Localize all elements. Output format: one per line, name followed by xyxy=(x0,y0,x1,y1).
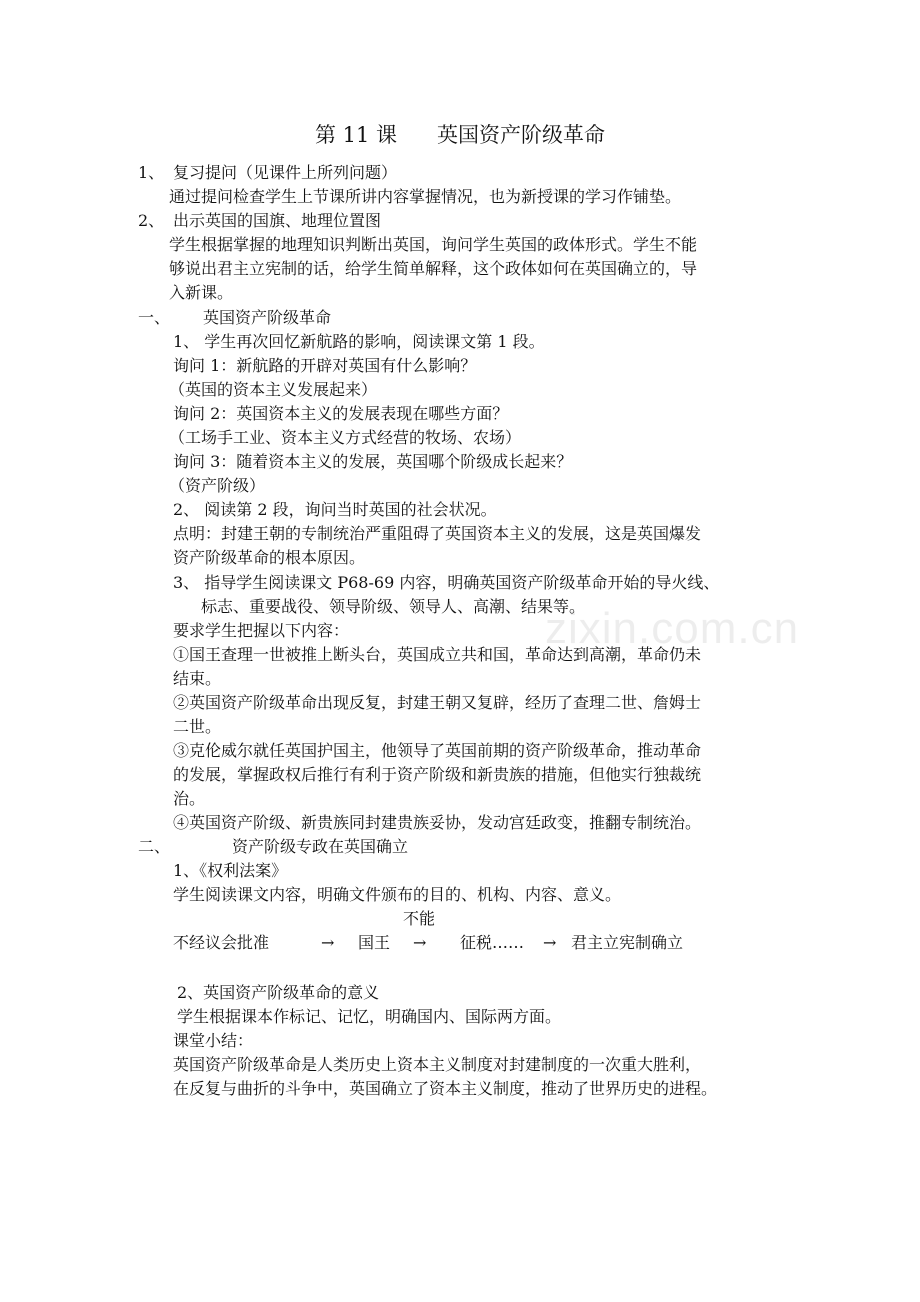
paragraph: 3、 指导学生阅读课文 P68-69 内容，明确英国资产阶级革命开始的导火线、 xyxy=(173,573,720,592)
paragraph: 资产阶级革命的根本原因。 xyxy=(173,548,366,567)
paragraph: 学生阅读课文内容，明确文件颁布的目的、机构、内容、意义。 xyxy=(173,885,622,904)
point: 的发展，掌握政权后推行有利于资产阶级和新贵族的措施，但他实行独裁统 xyxy=(173,765,702,784)
question: 询问 1：新航路的开辟对英国有什么影响？ xyxy=(173,356,477,375)
summary-line: 在反复与曲折的斗争中，英国确立了资本主义制度，推动了世界历史的进程。 xyxy=(173,1079,718,1098)
paragraph: 要求学生把握以下内容： xyxy=(173,621,350,640)
paragraph: 标志、重要战役、领导阶级、领导人、高潮、结果等。 xyxy=(201,597,586,616)
item-number: 2、 xyxy=(138,211,165,230)
watermark: zixin.com.cn xyxy=(545,604,800,653)
summary-line: 英国资产阶级革命是人类历史上资本主义制度对封建制度的一次重大胜利， xyxy=(173,1055,702,1074)
review-heading: 复习提问（见课件上所列问题） xyxy=(173,163,398,182)
section-number: 二、 xyxy=(138,837,171,856)
point: ②英国资产阶级革命出现反复，封建王朝又复辟，经历了查理二世、詹姆士 xyxy=(173,693,702,712)
point: ④英国资产阶级、新贵族同封建贵族妥协，发动宫廷政变，推翻专制统治。 xyxy=(173,813,702,832)
point: ①国王查理一世被推上断头台，英国成立共和国，革命达到高潮，革命仍未 xyxy=(173,645,702,664)
point: 结束。 xyxy=(173,669,222,688)
paragraph: 2、 阅读第 2 段，询问当时英国的社会状况。 xyxy=(173,500,497,519)
point: ③克伦威尔就任英国护国主，他领导了英国前期的资产阶级革命，推动革命 xyxy=(173,741,702,760)
intro-heading: 出示英国的国旗、地理位置图 xyxy=(173,211,382,230)
item-number: 1、 xyxy=(138,163,165,182)
arrow-icon: → xyxy=(543,933,557,952)
arrow-icon: → xyxy=(321,933,335,952)
arrow-icon: → xyxy=(413,933,427,952)
question: 询问 2：英国资本主义的发展表现在哪些方面？ xyxy=(173,404,509,423)
flow-step: 不经议会批准 xyxy=(173,933,270,952)
review-text: 通过提问检查学生上节课所讲内容掌握情况，也为新授课的学习作铺垫。 xyxy=(169,187,682,206)
paragraph: 1、 学生再次回忆新航路的影响，阅读课文第 1 段。 xyxy=(173,332,545,351)
answer: （英国的资本主义发展起来） xyxy=(169,380,378,399)
flow-step: 征税…… xyxy=(460,933,525,952)
question: 询问 3：随着资本主义的发展，英国哪个阶级成长起来？ xyxy=(173,452,573,471)
section-number: 一、 xyxy=(138,308,171,327)
lesson-title: 第 11 课 英国资产阶级革命 xyxy=(314,123,606,147)
intro-line: 入新课。 xyxy=(169,283,234,302)
paragraph: 学生根据课本作标记、记忆，明确国内、国际两方面。 xyxy=(177,1007,562,1026)
paragraph: 1、《权利法案》 xyxy=(173,861,288,880)
section-heading: 英国资产阶级革命 xyxy=(203,308,332,327)
point: 二世。 xyxy=(173,717,222,736)
point: 治。 xyxy=(173,789,206,808)
answer: （工场手工业、资本主义方式经营的牧场、农场） xyxy=(169,428,522,447)
intro-line: 学生根据掌握的地理知识判断出英国，询问学生英国的政体形式。学生不能 xyxy=(169,235,698,254)
answer: （资产阶级） xyxy=(169,476,266,495)
flow-label-above: 不能 xyxy=(403,909,436,928)
paragraph: 2、英国资产阶级革命的意义 xyxy=(177,983,380,1002)
summary-heading: 课堂小结： xyxy=(173,1031,254,1050)
flow-step: 国王 xyxy=(358,933,391,952)
flow-step: 君主立宪制确立 xyxy=(571,933,684,952)
intro-line: 够说出君主立宪制的话，给学生简单解释，这个政体如何在英国确立的，导 xyxy=(169,259,698,278)
section-heading: 资产阶级专政在英国确立 xyxy=(232,837,409,856)
paragraph: 点明：封建王朝的专制统治严重阻碍了英国资本主义的发展，这是英国爆发 xyxy=(173,524,702,543)
